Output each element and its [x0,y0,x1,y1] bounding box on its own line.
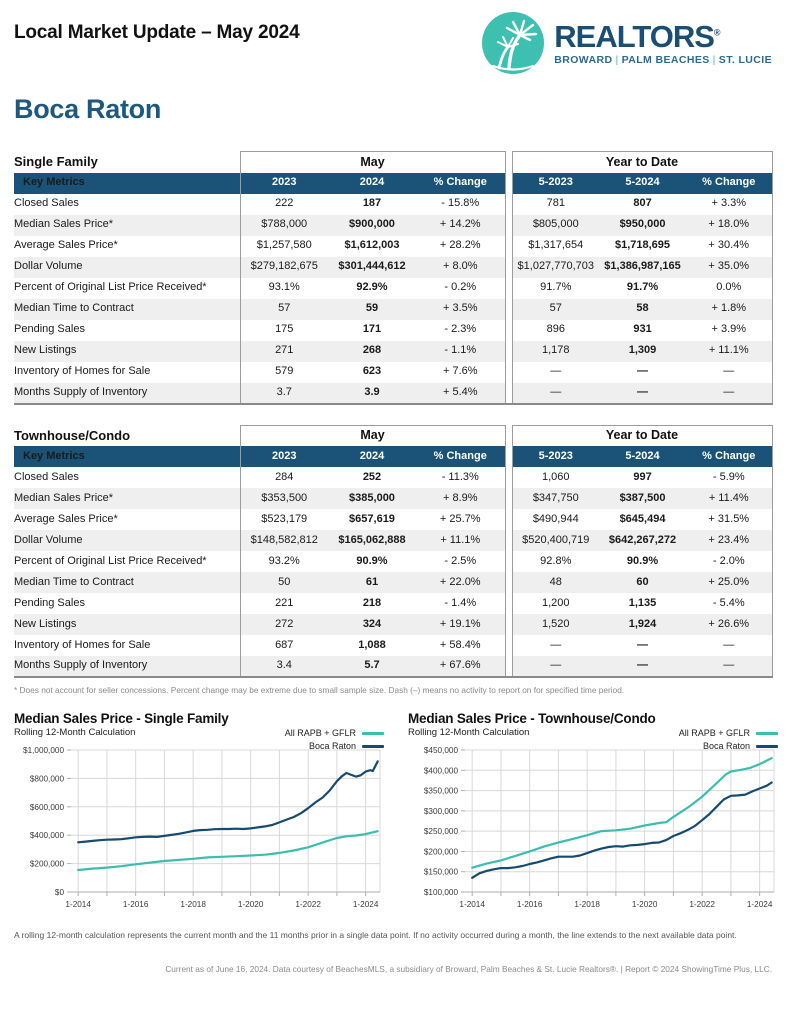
table-row [14,257,772,278]
cell-month-change: + 28.2% [416,236,505,257]
chart-title: Median Sales Price - Single Family [14,711,229,726]
group-gap [505,299,512,320]
realtors-logo [480,10,772,76]
svg-text:$300,000: $300,000 [423,806,458,816]
cell-ytd-2023: 92.8% [512,551,599,572]
group-gap [505,173,512,194]
legend-line-swatch [756,745,778,748]
chart-title: Median Sales Price - Townhouse/Condo [408,711,656,726]
page-header [14,10,772,76]
cell-month-2024: 5.7 [328,656,416,677]
cell-ytd-2023: $805,000 [512,215,599,236]
cell-ytd-2024: $642,267,272 [599,530,686,551]
table-row [14,488,772,509]
table-row [14,656,772,677]
group-header-month: May [240,425,505,446]
column-header: 5-2023 [512,446,599,467]
cell-ytd-2023: 1,520 [512,614,599,635]
cell-ytd-change: — [686,362,772,383]
charts-row [14,711,772,920]
cell-month-2023: $353,500 [240,488,328,509]
group-gap [505,635,512,656]
cell-metric: Pending Sales [14,596,85,609]
cell-metric: Months Supply of Inventory [14,656,240,677]
cell-ytd-2024: $645,494 [619,512,666,525]
cell-ytd-2023: $520,400,719 [512,530,599,551]
cell-month-2024: $385,000 [328,488,416,509]
cell-ytd-2023: — [512,635,599,656]
column-header-row [14,173,772,194]
svg-text:1-2018: 1-2018 [180,900,206,909]
cell-ytd-2024: 60 [599,572,686,593]
cell-ytd-change: — [686,383,772,404]
cell-ytd-2024: — [637,365,649,378]
svg-text:1-2018: 1-2018 [574,900,600,909]
cell-metric: New Listings [14,341,240,362]
table-row [14,362,772,383]
cell-month-change: + 58.4% [416,635,505,656]
cell-month-2023: $788,000 [240,215,328,236]
table-row [14,593,772,614]
legend-line-swatch [362,732,384,735]
column-header: 2024 [328,173,416,194]
cell-month-change: - 2.5% [416,551,505,572]
cell-ytd-2024: 931 [633,323,652,336]
cell-ytd-2023: $1,317,654 [512,236,599,257]
cell-month-2024: 90.9% [356,554,388,567]
svg-text:$1,000,000: $1,000,000 [23,746,64,755]
cell-metric: New Listings [14,614,240,635]
cell-ytd-2023: 48 [512,572,599,593]
logo-subtitle-part: BROWARD [554,53,613,66]
cell-ytd-2024: 90.9% [626,554,659,567]
table-row [14,320,772,341]
table-row [14,215,772,236]
cell-month-2024: 187 [362,197,382,210]
cell-month-change: - 2.3% [416,320,505,341]
group-gap [505,425,512,446]
cell-metric: Months Supply of Inventory [14,383,240,404]
cell-month-2024: 92.9% [356,281,388,294]
svg-text:$800,000: $800,000 [29,774,64,784]
cell-month-2023: $523,179 [240,509,328,530]
svg-text:$0: $0 [54,888,64,897]
group-gap [505,509,512,530]
table-row [14,572,772,593]
cell-month-2023: 57 [240,299,328,320]
table-row [14,236,772,257]
group-header-row [14,152,772,173]
cell-month-2023: 579 [240,362,328,383]
column-header-row [14,446,772,467]
column-header: 2024 [328,446,416,467]
table-row [14,278,772,299]
cell-metric: Median Sales Price* [14,215,240,236]
cell-month-change: + 14.2% [416,215,505,236]
cell-ytd-2024: 1,924 [599,614,686,635]
cell-ytd-2023: 91.7% [512,278,599,299]
cell-ytd-change: + 3.9% [686,320,772,341]
chart-legend [285,728,384,751]
cell-month-2024: 268 [328,341,416,362]
cell-month-2024: $1,612,003 [344,239,400,252]
column-header: 5-2024 [599,173,686,194]
cell-month-2023: 93.1% [240,278,328,299]
cell-ytd-2024: — [599,656,686,677]
townhouse-condo-table [14,425,772,679]
cell-ytd-2023: — [512,656,599,677]
svg-text:$350,000: $350,000 [423,786,458,796]
cell-ytd-2023: — [512,383,599,404]
svg-text:$200,000: $200,000 [29,859,64,869]
legend-label: Boca Raton [702,741,750,751]
table-row [14,635,772,656]
line-chart-plot [408,742,780,920]
cell-month-2024: 59 [328,299,416,320]
svg-text:$450,000: $450,000 [423,746,458,755]
table-row [14,299,772,320]
cell-ytd-2023: $1,027,770,703 [512,257,599,278]
legend-label: All RAPB + GFLR [678,728,750,738]
series-line [78,831,378,870]
group-gap [505,362,512,383]
cell-ytd-2024: $1,718,695 [614,239,671,252]
cell-metric: Percent of Original List Price Received* [14,281,207,294]
cell-month-change: + 8.0% [416,257,505,278]
svg-text:$600,000: $600,000 [29,802,64,812]
cell-month-2024: 252 [362,470,382,483]
cell-metric: Average Sales Price* [14,512,118,525]
cell-month-change: - 15.8% [416,194,505,215]
column-header-key-metrics: Key Metrics [14,446,240,467]
cell-metric: Closed Sales [14,197,79,210]
column-header: % Change [686,173,772,194]
cell-metric: Inventory of Homes for Sale [14,638,151,651]
group-gap [505,383,512,404]
svg-text:1-2022: 1-2022 [689,900,715,909]
cell-ytd-2024: — [599,383,686,404]
group-gap [505,236,512,257]
cell-ytd-2024: $387,500 [599,488,686,509]
group-gap [505,257,512,278]
cell-ytd-change: + 3.3% [686,194,772,215]
section-title: Townhouse/Condo [14,427,131,443]
cell-month-change: - 0.2% [416,278,505,299]
chart-footnote: A rolling 12-month calculation represents the current month and the 11 months prior in a single data point. If no activity occurred during a month, the line extends to the next available data point. [14,930,737,940]
legend-item [309,741,384,751]
cell-month-change: - 1.1% [416,341,505,362]
table-row [14,614,772,635]
cell-metric: Median Sales Price* [14,488,240,509]
pipe-separator: | [712,53,716,66]
cell-metric: Pending Sales [14,323,85,336]
cell-month-2023: 93.2% [240,551,328,572]
cell-month-2024: $165,062,888 [328,530,416,551]
logo-subtitle [554,55,772,66]
cell-ytd-change: - 2.0% [686,551,772,572]
cell-ytd-2024: 807 [633,197,652,210]
cell-month-change: - 11.3% [416,467,505,488]
group-gap [505,194,512,215]
report-title: Local Market Update – May 2024 [14,22,300,43]
cell-ytd-2023: 1,200 [512,593,599,614]
cell-metric: Median Time to Contract [14,299,240,320]
cell-month-2024: 324 [328,614,416,635]
svg-text:$100,000: $100,000 [423,888,458,897]
group-gap [505,614,512,635]
group-gap [505,152,512,173]
cell-month-change: + 5.4% [416,383,505,404]
cell-ytd-2024: 91.7% [626,281,659,294]
logo-brand: REALTORS® [554,18,720,54]
cell-metric: Closed Sales [14,470,79,483]
city-title: Boca Raton [14,94,162,124]
legend-label: All RAPB + GFLR [284,728,356,738]
cell-month-2023: 222 [240,194,328,215]
group-gap [505,488,512,509]
cell-ytd-2023: 1,060 [512,467,599,488]
cell-ytd-2024: 1,135 [628,596,657,609]
legend-item [285,728,384,738]
cell-month-2023: 284 [240,467,328,488]
group-gap [505,446,512,467]
cell-month-2023: $148,582,812 [240,530,328,551]
cell-ytd-2023: 57 [512,299,599,320]
cell-month-2023: 50 [240,572,328,593]
cell-ytd-change: + 1.8% [686,299,772,320]
chart-subtitle: Rolling 12-Month Calculation [14,727,136,738]
table-row [14,383,772,404]
cell-ytd-change: + 35.0% [686,257,772,278]
cell-metric: Median Time to Contract [14,572,240,593]
cell-ytd-2024: — [637,638,649,651]
key-metrics-table [14,425,773,679]
group-header-row [14,425,772,446]
group-header-month: May [240,152,505,173]
cell-month-change: - 1.4% [416,593,505,614]
cell-ytd-2024: 1,309 [599,341,686,362]
column-header: 2023 [240,173,328,194]
cell-month-change: + 7.6% [416,362,505,383]
cell-month-change: + 8.9% [416,488,505,509]
section-title: Single Family [14,154,98,170]
cell-metric: Average Sales Price* [14,239,118,252]
column-header: % Change [416,446,505,467]
cell-ytd-change: + 31.5% [686,509,772,530]
group-gap [505,530,512,551]
table-row [14,509,772,530]
group-gap [505,467,512,488]
cell-metric: Dollar Volume [14,257,240,278]
svg-text:1-2024: 1-2024 [352,900,379,909]
svg-text:$400,000: $400,000 [423,766,458,776]
logo-subtitle-part: PALM BEACHES [621,53,710,66]
cell-month-2024: 171 [362,323,382,336]
cell-ytd-2024: 58 [599,299,686,320]
cell-month-change: + 11.1% [416,530,505,551]
cell-ytd-2023: 896 [512,320,599,341]
key-metrics-table [14,151,773,405]
svg-text:$400,000: $400,000 [29,831,64,841]
group-header-ytd: Year to Date [512,152,772,173]
cell-month-change: + 19.1% [416,614,505,635]
table-row [14,530,772,551]
cell-month-2024: 3.9 [328,383,416,404]
svg-text:1-2024: 1-2024 [746,900,773,909]
column-header: 5-2023 [512,173,599,194]
column-header-key-metrics: Key Metrics [14,173,240,194]
group-gap [505,278,512,299]
cell-month-change: + 67.6% [416,656,505,677]
cell-month-2023: 175 [240,320,328,341]
cell-metric: Inventory of Homes for Sale [14,365,151,378]
group-gap [505,341,512,362]
group-gap [505,572,512,593]
svg-text:1-2020: 1-2020 [237,900,264,909]
group-header-ytd: Year to Date [512,425,772,446]
cell-month-2023: $279,182,675 [240,257,328,278]
chart-legend [679,728,778,751]
svg-text:1-2014: 1-2014 [65,900,91,909]
cell-ytd-2023: $347,750 [512,488,599,509]
palm-trees-circle-icon [480,10,546,76]
cell-ytd-change: — [686,656,772,677]
cell-month-2023: 271 [240,341,328,362]
chart-single-family [14,711,386,920]
cell-month-2023: 3.4 [240,656,328,677]
svg-text:1-2016: 1-2016 [516,900,543,909]
svg-text:1-2020: 1-2020 [631,900,658,909]
cell-ytd-change: + 11.1% [686,341,772,362]
cell-month-2023: 221 [240,593,328,614]
cell-ytd-2024: 997 [633,470,652,483]
group-gap [505,593,512,614]
cell-ytd-2023: — [512,362,599,383]
table-row [14,551,772,572]
cell-ytd-change: - 5.9% [686,467,772,488]
cell-ytd-2023: 781 [512,194,599,215]
line-chart-plot [14,742,386,920]
cell-month-2023: $1,257,580 [240,236,328,257]
series-line [78,761,378,842]
cell-month-2024: $900,000 [328,215,416,236]
legend-line-swatch [362,745,384,748]
group-gap [505,656,512,677]
table-row [14,194,772,215]
cell-metric: Percent of Original List Price Received* [14,554,207,567]
legend-item [679,728,778,738]
column-header: % Change [416,173,505,194]
chart-townhouse-condo [408,711,780,920]
group-gap [505,320,512,341]
legend-item [703,741,778,751]
svg-text:$150,000: $150,000 [423,867,458,877]
cell-ytd-change: + 26.6% [686,614,772,635]
logo-subtitle-part: ST. LUCIE [718,53,772,66]
cell-metric: Dollar Volume [14,530,240,551]
cell-month-change: + 25.7% [416,509,505,530]
group-gap [505,215,512,236]
cell-ytd-change: + 30.4% [686,236,772,257]
registered-mark: ® [713,27,720,38]
cell-month-2023: 272 [240,614,328,635]
cell-month-2024: 61 [328,572,416,593]
chart-subtitle: Rolling 12-Month Calculation [408,727,530,738]
svg-text:1-2016: 1-2016 [122,900,149,909]
cell-month-change: + 3.5% [416,299,505,320]
table-row [14,467,772,488]
cell-ytd-2023: 1,178 [512,341,599,362]
cell-ytd-2023: $490,944 [512,509,599,530]
cell-ytd-2024: $950,000 [599,215,686,236]
cell-month-2024: 218 [362,596,382,609]
page-footer: Current as of June 16, 2024. Data courtesy of BeachesMLS, a subsidiary of Broward, Palm Beaches & St. Lucie Realtors®. | Report © 2024 ShowingTime Plus, LLC. [165,964,772,974]
column-header: 2023 [240,446,328,467]
pipe-separator: | [615,53,619,66]
cell-ytd-change: - 5.4% [686,593,772,614]
cell-ytd-change: + 18.0% [686,215,772,236]
single-family-table [14,151,772,405]
table-footnote: * Does not account for seller concessions. Percent change may be extreme due to small sample size. Dash (–) means no activity to report on for specified time period. [14,685,625,695]
cell-month-2023: 687 [240,635,328,656]
cell-ytd-change: — [686,635,772,656]
cell-month-change: + 22.0% [416,572,505,593]
cell-month-2023: 3.7 [240,383,328,404]
cell-ytd-change: + 11.4% [686,488,772,509]
cell-month-2024: $301,444,612 [328,257,416,278]
cell-month-2024: 623 [362,365,382,378]
cell-month-2024: 1,088 [358,638,386,651]
column-header: 5-2024 [599,446,686,467]
cell-ytd-change: + 23.4% [686,530,772,551]
svg-text:1-2014: 1-2014 [459,900,485,909]
cell-month-2024: $657,619 [349,512,395,525]
cell-ytd-change: 0.0% [686,278,772,299]
cell-ytd-change: + 25.0% [686,572,772,593]
legend-line-swatch [756,732,778,735]
cell-ytd-2024: $1,386,987,165 [599,257,686,278]
svg-text:1-2022: 1-2022 [295,900,321,909]
svg-text:$200,000: $200,000 [423,847,458,857]
svg-text:$250,000: $250,000 [423,827,458,837]
column-header: % Change [686,446,772,467]
legend-label: Boca Raton [308,741,356,751]
group-gap [505,551,512,572]
table-row [14,341,772,362]
